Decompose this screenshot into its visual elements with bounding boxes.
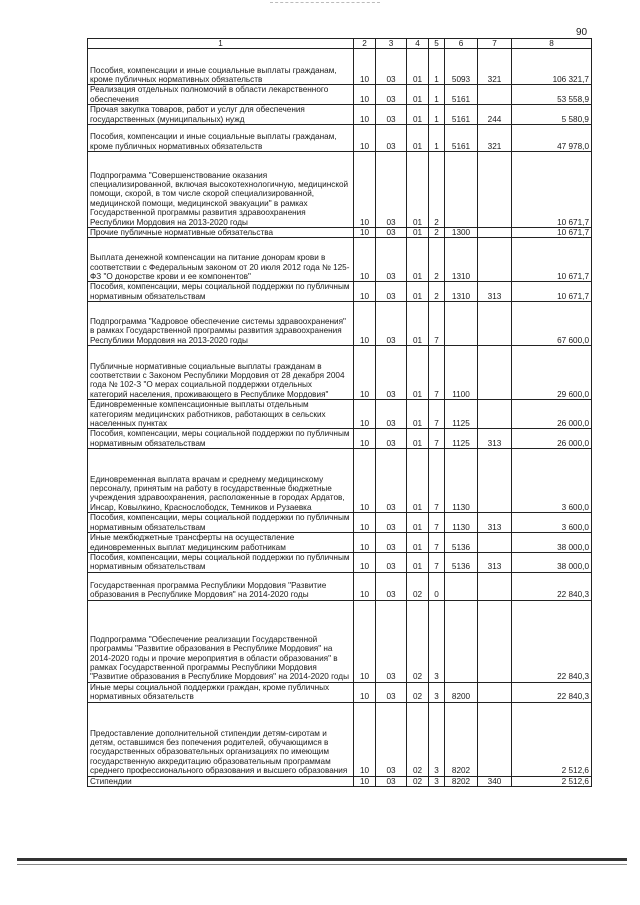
code-expense-type	[478, 302, 512, 346]
table-row	[88, 49, 592, 85]
amount: 26 000,0	[512, 400, 592, 429]
row-description: Иные меры социальной поддержки граждан, кроме публичных нормативных обязательств	[88, 682, 354, 702]
code-subsection: 03	[376, 346, 407, 400]
code-subsection: 03	[376, 600, 407, 682]
table-row	[88, 429, 592, 449]
code-program: 01	[407, 449, 429, 513]
code-article: 1300	[445, 228, 478, 238]
code-subsection: 03	[376, 228, 407, 238]
row-description: Подпрограмма "Обеспечение реализации Государственной программы "Развитие образования в Республике Мордовия" на 2014-2020 годы и прочие мероприятия в области образования" в рамках Государственной программы Республики Мордовия "Развитие образования в Республике Мордовия" на 2014-2020 годы	[88, 600, 354, 682]
code-section: 10	[354, 429, 376, 449]
code-section: 10	[354, 302, 376, 346]
code-expense-type	[478, 238, 512, 282]
code-section: 10	[354, 682, 376, 702]
code-subsection: 03	[376, 49, 407, 85]
row-description: Единовременные компенсационные выплаты отдельным категориям медицинских работников, работающих в сельских населенных пунктах	[88, 400, 354, 429]
header-cell: 7	[478, 39, 512, 49]
code-expense-type	[478, 346, 512, 400]
page-number: 90	[576, 27, 588, 38]
code-article: 8200	[445, 682, 478, 702]
code-expense-type	[478, 228, 512, 238]
row-description: Публичные нормативные социальные выплаты гражданам в соответствии с Законом Республики Мордовия от 28 декабря 2004 года № 102-З "О мерах социальной поддержки отдельных категорий населения, проживающего в Республике Мордовия"	[88, 346, 354, 400]
amount: 26 000,0	[512, 429, 592, 449]
code-expense-type	[478, 682, 512, 702]
code-program: 01	[407, 400, 429, 429]
table-row	[88, 533, 592, 553]
header-cell: 1	[88, 39, 354, 49]
amount: 29 600,0	[512, 346, 592, 400]
code-subprogram: 3	[429, 600, 445, 682]
code-expense-type	[478, 572, 512, 600]
code-expense-type	[478, 449, 512, 513]
code-subprogram: 3	[429, 702, 445, 776]
code-article: 5136	[445, 552, 478, 572]
code-article: 1310	[445, 238, 478, 282]
code-expense-type	[478, 600, 512, 682]
code-subprogram: 2	[429, 152, 445, 228]
table-row	[88, 282, 592, 302]
table-row	[88, 776, 592, 786]
row-description: Пособия, компенсации, меры социальной поддержки по публичным нормативным обязательствам	[88, 429, 354, 449]
code-program: 01	[407, 552, 429, 572]
code-subprogram: 1	[429, 105, 445, 125]
code-subprogram: 3	[429, 776, 445, 786]
code-subprogram: 3	[429, 682, 445, 702]
code-program: 01	[407, 513, 429, 533]
code-subsection: 03	[376, 449, 407, 513]
code-section: 10	[354, 513, 376, 533]
table-row	[88, 105, 592, 125]
code-article: 8202	[445, 776, 478, 786]
table-row	[88, 400, 592, 429]
code-section: 10	[354, 105, 376, 125]
amount: 47 978,0	[512, 125, 592, 152]
code-expense-type: 313	[478, 513, 512, 533]
code-article: 1125	[445, 429, 478, 449]
code-section: 10	[354, 572, 376, 600]
table-row	[88, 302, 592, 346]
code-expense-type: 340	[478, 776, 512, 786]
code-expense-type: 313	[478, 429, 512, 449]
code-section: 10	[354, 152, 376, 228]
code-program: 01	[407, 228, 429, 238]
code-article	[445, 152, 478, 228]
code-subsection: 03	[376, 533, 407, 553]
code-program: 02	[407, 572, 429, 600]
row-description: Выплата денежной компенсации на питание донорам крови в соответствии с Федеральным законом от 20 июля 2012 года № 125-ФЗ "О донорстве крови и ее компонентов"	[88, 238, 354, 282]
table-row	[88, 449, 592, 513]
table-row	[88, 152, 592, 228]
code-program: 01	[407, 282, 429, 302]
code-expense-type	[478, 400, 512, 429]
header-cell: 8	[512, 39, 592, 49]
code-subsection: 03	[376, 513, 407, 533]
amount: 3 600,0	[512, 513, 592, 533]
amount: 38 000,0	[512, 533, 592, 553]
code-program: 01	[407, 152, 429, 228]
code-subsection: 03	[376, 238, 407, 282]
code-subprogram: 7	[429, 533, 445, 553]
code-article: 5161	[445, 125, 478, 152]
amount: 53 558,9	[512, 85, 592, 105]
code-article: 1100	[445, 346, 478, 400]
amount: 106 321,7	[512, 49, 592, 85]
row-description: Пособия, компенсации, меры социальной поддержки по публичным нормативным обязательствам	[88, 552, 354, 572]
code-article: 8202	[445, 702, 478, 776]
amount: 10 671,7	[512, 152, 592, 228]
top-scan-mark	[270, 2, 380, 3]
table-row	[88, 228, 592, 238]
code-expense-type	[478, 152, 512, 228]
table-row	[88, 682, 592, 702]
code-article	[445, 600, 478, 682]
code-program: 02	[407, 702, 429, 776]
row-description: Пособия, компенсации, меры социальной поддержки по публичным нормативным обязательствам	[88, 282, 354, 302]
code-subprogram: 7	[429, 429, 445, 449]
code-expense-type	[478, 85, 512, 105]
code-article: 5161	[445, 85, 478, 105]
table-row	[88, 513, 592, 533]
code-subprogram: 2	[429, 282, 445, 302]
amount: 2 512,6	[512, 776, 592, 786]
code-article: 1130	[445, 449, 478, 513]
table-body	[88, 49, 592, 787]
table-row	[88, 572, 592, 600]
code-program: 01	[407, 429, 429, 449]
code-article: 5093	[445, 49, 478, 85]
code-subsection: 03	[376, 152, 407, 228]
amount: 67 600,0	[512, 302, 592, 346]
code-subprogram: 1	[429, 49, 445, 85]
row-description: Реализация отдельных полномочий в области лекарственного обеспечения	[88, 85, 354, 105]
code-subprogram: 7	[429, 449, 445, 513]
code-program: 01	[407, 105, 429, 125]
row-description: Предоставление дополнительной стипендии детям-сиротам и детям, оставшимся без попечения родителей, обучающимся в государственных образовательных организациях по имеющим государственную аккредитацию образовательным программам среднего профессионального образования и высшего образования	[88, 702, 354, 776]
header-cell: 4	[407, 39, 429, 49]
code-section: 10	[354, 552, 376, 572]
code-expense-type: 321	[478, 49, 512, 85]
code-expense-type	[478, 702, 512, 776]
code-subsection: 03	[376, 429, 407, 449]
code-subprogram: 1	[429, 85, 445, 105]
row-description: Пособия, компенсации, меры социальной поддержки по публичным нормативным обязательствам	[88, 513, 354, 533]
table-row	[88, 552, 592, 572]
code-expense-type	[478, 533, 512, 553]
code-subsection: 03	[376, 776, 407, 786]
budget-table	[87, 38, 592, 787]
code-program: 01	[407, 533, 429, 553]
amount: 22 840,3	[512, 682, 592, 702]
code-subsection: 03	[376, 105, 407, 125]
code-section: 10	[354, 702, 376, 776]
amount: 38 000,0	[512, 552, 592, 572]
header-cell: 3	[376, 39, 407, 49]
code-subprogram: 2	[429, 228, 445, 238]
code-section: 10	[354, 776, 376, 786]
code-article: 1310	[445, 282, 478, 302]
code-section: 10	[354, 400, 376, 429]
code-section: 10	[354, 228, 376, 238]
code-expense-type: 313	[478, 552, 512, 572]
code-subsection: 03	[376, 552, 407, 572]
code-program: 01	[407, 238, 429, 282]
amount: 10 671,7	[512, 238, 592, 282]
amount: 22 840,3	[512, 600, 592, 682]
code-program: 01	[407, 85, 429, 105]
code-article: 1130	[445, 513, 478, 533]
code-article: 1125	[445, 400, 478, 429]
code-article	[445, 572, 478, 600]
code-section: 10	[354, 49, 376, 85]
code-subprogram: 0	[429, 572, 445, 600]
table-row	[88, 600, 592, 682]
row-description: Подпрограмма "Совершенствование оказания специализированной, включая высокотехнологичную, медицинской помощи, скорой, в том числе скорой специализированной, медицинской помощи, медицинской эвакуации" в рамках Государственной программы развития здравоохранения Республики Мордовия на 2013-2020 годы	[88, 152, 354, 228]
code-section: 10	[354, 600, 376, 682]
code-subsection: 03	[376, 572, 407, 600]
code-program: 01	[407, 346, 429, 400]
code-section: 10	[354, 238, 376, 282]
row-description: Единовременная выплата врачам и среднему медицинскому персоналу, принятым на работу в государственные бюджетные учреждения здравоохранения, расположенные в городах Ардатов, Инсар, Ковылкино, Краснослободск, Темников и Рузаевка	[88, 449, 354, 513]
code-section: 10	[354, 449, 376, 513]
code-article: 5136	[445, 533, 478, 553]
table-row	[88, 702, 592, 776]
code-subprogram: 2	[429, 238, 445, 282]
amount: 22 840,3	[512, 572, 592, 600]
table-row	[88, 346, 592, 400]
code-subprogram: 7	[429, 302, 445, 346]
table-row	[88, 238, 592, 282]
amount: 2 512,6	[512, 702, 592, 776]
code-subsection: 03	[376, 85, 407, 105]
row-description: Пособия, компенсации и иные социальные выплаты гражданам, кроме публичных нормативных обязательств	[88, 49, 354, 85]
amount: 5 580,9	[512, 105, 592, 125]
code-program: 01	[407, 302, 429, 346]
code-section: 10	[354, 125, 376, 152]
code-article: 5161	[445, 105, 478, 125]
code-subprogram: 1	[429, 125, 445, 152]
code-program: 02	[407, 682, 429, 702]
code-section: 10	[354, 282, 376, 302]
code-program: 01	[407, 49, 429, 85]
row-description: Иные межбюджетные трансферты на осуществление единовременных выплат медицинским работникам	[88, 533, 354, 553]
header-row	[88, 39, 592, 49]
header-cell: 6	[445, 39, 478, 49]
table-row	[88, 125, 592, 152]
code-section: 10	[354, 346, 376, 400]
bottom-rule	[17, 858, 627, 861]
amount: 10 671,7	[512, 228, 592, 238]
code-article	[445, 302, 478, 346]
code-program: 02	[407, 776, 429, 786]
row-description: Прочие публичные нормативные обязательства	[88, 228, 354, 238]
code-subprogram: 7	[429, 513, 445, 533]
code-subsection: 03	[376, 302, 407, 346]
code-subsection: 03	[376, 282, 407, 302]
row-description: Стипендии	[88, 776, 354, 786]
code-subprogram: 7	[429, 346, 445, 400]
code-subsection: 03	[376, 682, 407, 702]
code-section: 10	[354, 533, 376, 553]
code-subprogram: 7	[429, 400, 445, 429]
row-description: Пособия, компенсации и иные социальные выплаты гражданам, кроме публичных нормативных обязательств	[88, 125, 354, 152]
amount: 3 600,0	[512, 449, 592, 513]
code-subsection: 03	[376, 702, 407, 776]
header-cell: 2	[354, 39, 376, 49]
table-row	[88, 85, 592, 105]
code-section: 10	[354, 85, 376, 105]
header-cell: 5	[429, 39, 445, 49]
code-program: 01	[407, 125, 429, 152]
amount: 10 671,7	[512, 282, 592, 302]
row-description: Подпрограмма "Кадровое обеспечение системы здравоохранения" в рамках Государственной программы развития здравоохранения Республики Мордовия на 2013-2020 годы	[88, 302, 354, 346]
code-subsection: 03	[376, 125, 407, 152]
code-expense-type: 244	[478, 105, 512, 125]
code-subsection: 03	[376, 400, 407, 429]
code-expense-type: 313	[478, 282, 512, 302]
code-expense-type: 321	[478, 125, 512, 152]
row-description: Государственная программа Республики Мордовия "Развитие образования в Республике Мордовия" на 2014-2020 годы	[88, 572, 354, 600]
row-description: Прочая закупка товаров, работ и услуг для обеспечения государственных (муниципальных) нужд	[88, 105, 354, 125]
code-program: 02	[407, 600, 429, 682]
code-subprogram: 7	[429, 552, 445, 572]
bottom-rule-thin	[17, 864, 627, 865]
